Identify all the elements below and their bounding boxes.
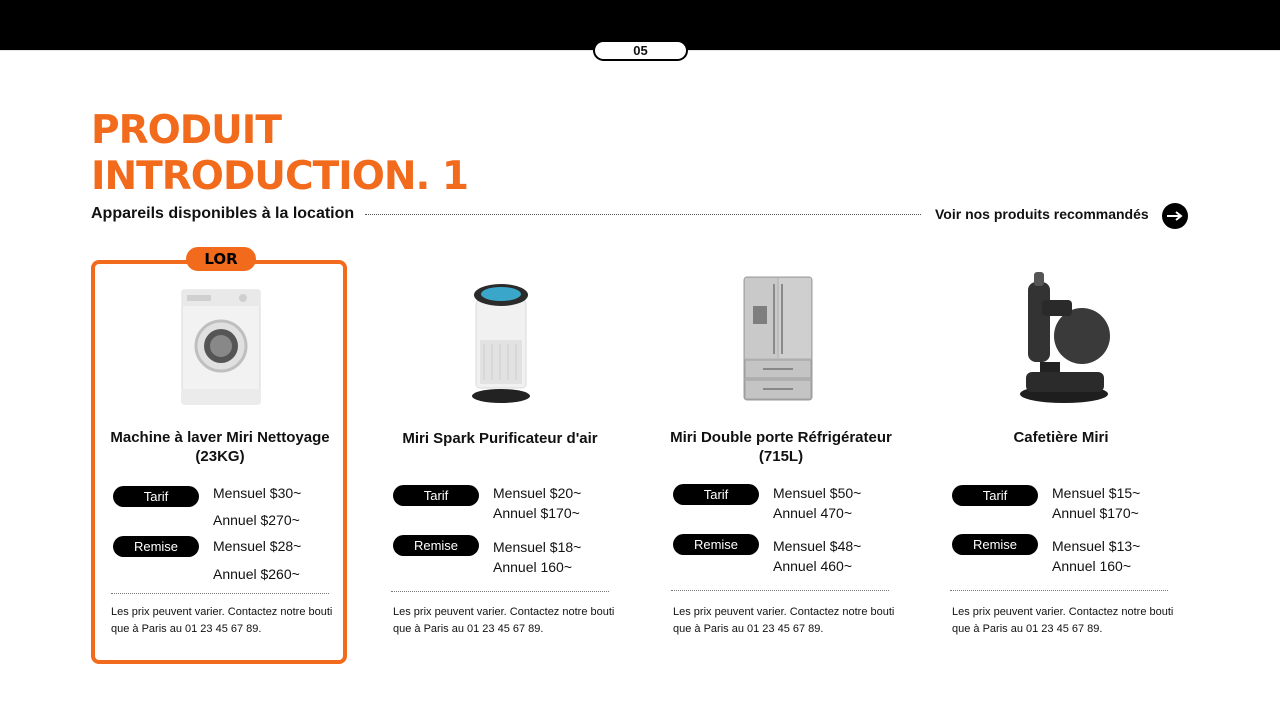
remise-label: Remise [113, 536, 199, 557]
price-note: Les prix peuvent varier. Contactez notre boutique à Paris au 01 23 45 67 89. [673, 606, 895, 635]
tarif-annual: Annuel 470~ [773, 505, 853, 521]
title-line-1: PRODUIT [91, 108, 281, 153]
remise-annual: Annuel 460~ [773, 558, 853, 574]
tarif-monthly: Mensuel $20~ [493, 485, 582, 501]
refrigerator-icon [743, 276, 813, 403]
tarif-monthly: Mensuel $30~ [213, 485, 302, 501]
product-name: Miri Double porte Réfrigérateur (715L) [670, 429, 892, 465]
remise-annual: Annuel $260~ [213, 566, 300, 582]
product-name: Machine à laver Miri Nettoyage (23KG) [110, 429, 330, 465]
recommended-products-link[interactable]: Voir nos produits recommandés [935, 206, 1149, 222]
tarif-annual: Annuel $170~ [493, 505, 580, 521]
tarif-annual: Annuel $270~ [213, 512, 300, 528]
price-divider [671, 590, 889, 591]
air-purifier-icon [470, 280, 532, 405]
price-note: Les prix peuvent varier. Contactez notre boutique à Paris au 01 23 45 67 89. [393, 606, 615, 635]
title-line-2: INTRODUCTION. 1 [91, 154, 469, 199]
remise-label: Remise [952, 534, 1038, 555]
tarif-monthly: Mensuel $50~ [773, 485, 862, 501]
featured-badge: LOR [186, 247, 256, 271]
price-divider [391, 591, 609, 592]
tarif-monthly: Mensuel $15~ [1052, 485, 1141, 501]
tarif-label: Tarif [393, 485, 479, 506]
page-title [91, 108, 468, 200]
remise-label: Remise [673, 534, 759, 555]
price-note: Les prix peuvent varier. Contactez notre boutique à Paris au 01 23 45 67 89. [952, 606, 1174, 635]
tarif-annual: Annuel $170~ [1052, 505, 1139, 521]
section-subtitle: Appareils disponibles à la location [91, 205, 355, 222]
remise-monthly: Mensuel $28~ [213, 538, 302, 554]
dotted-divider [365, 214, 921, 215]
coffee-machine-icon [1018, 272, 1110, 404]
product-name: Cafetière Miri [1013, 429, 1109, 446]
tarif-label: Tarif [952, 485, 1038, 506]
remise-monthly: Mensuel $13~ [1052, 538, 1141, 554]
price-divider [950, 590, 1168, 591]
remise-monthly: Mensuel $18~ [493, 539, 582, 555]
arrow-right-icon[interactable] [1162, 203, 1188, 229]
price-note: Les prix peuvent varier. Contactez notre boutique à Paris au 01 23 45 67 89. [111, 606, 333, 635]
tarif-label: Tarif [113, 486, 199, 507]
remise-annual: Annuel 160~ [493, 559, 573, 575]
page-number: 05 [593, 40, 688, 61]
remise-label: Remise [393, 535, 479, 556]
product-name: Miri Spark Purificateur d'air [402, 430, 598, 447]
washing-machine-icon [181, 289, 261, 405]
tarif-label: Tarif [673, 484, 759, 505]
price-divider [111, 593, 329, 594]
remise-annual: Annuel 160~ [1052, 558, 1132, 574]
remise-monthly: Mensuel $48~ [773, 538, 862, 554]
